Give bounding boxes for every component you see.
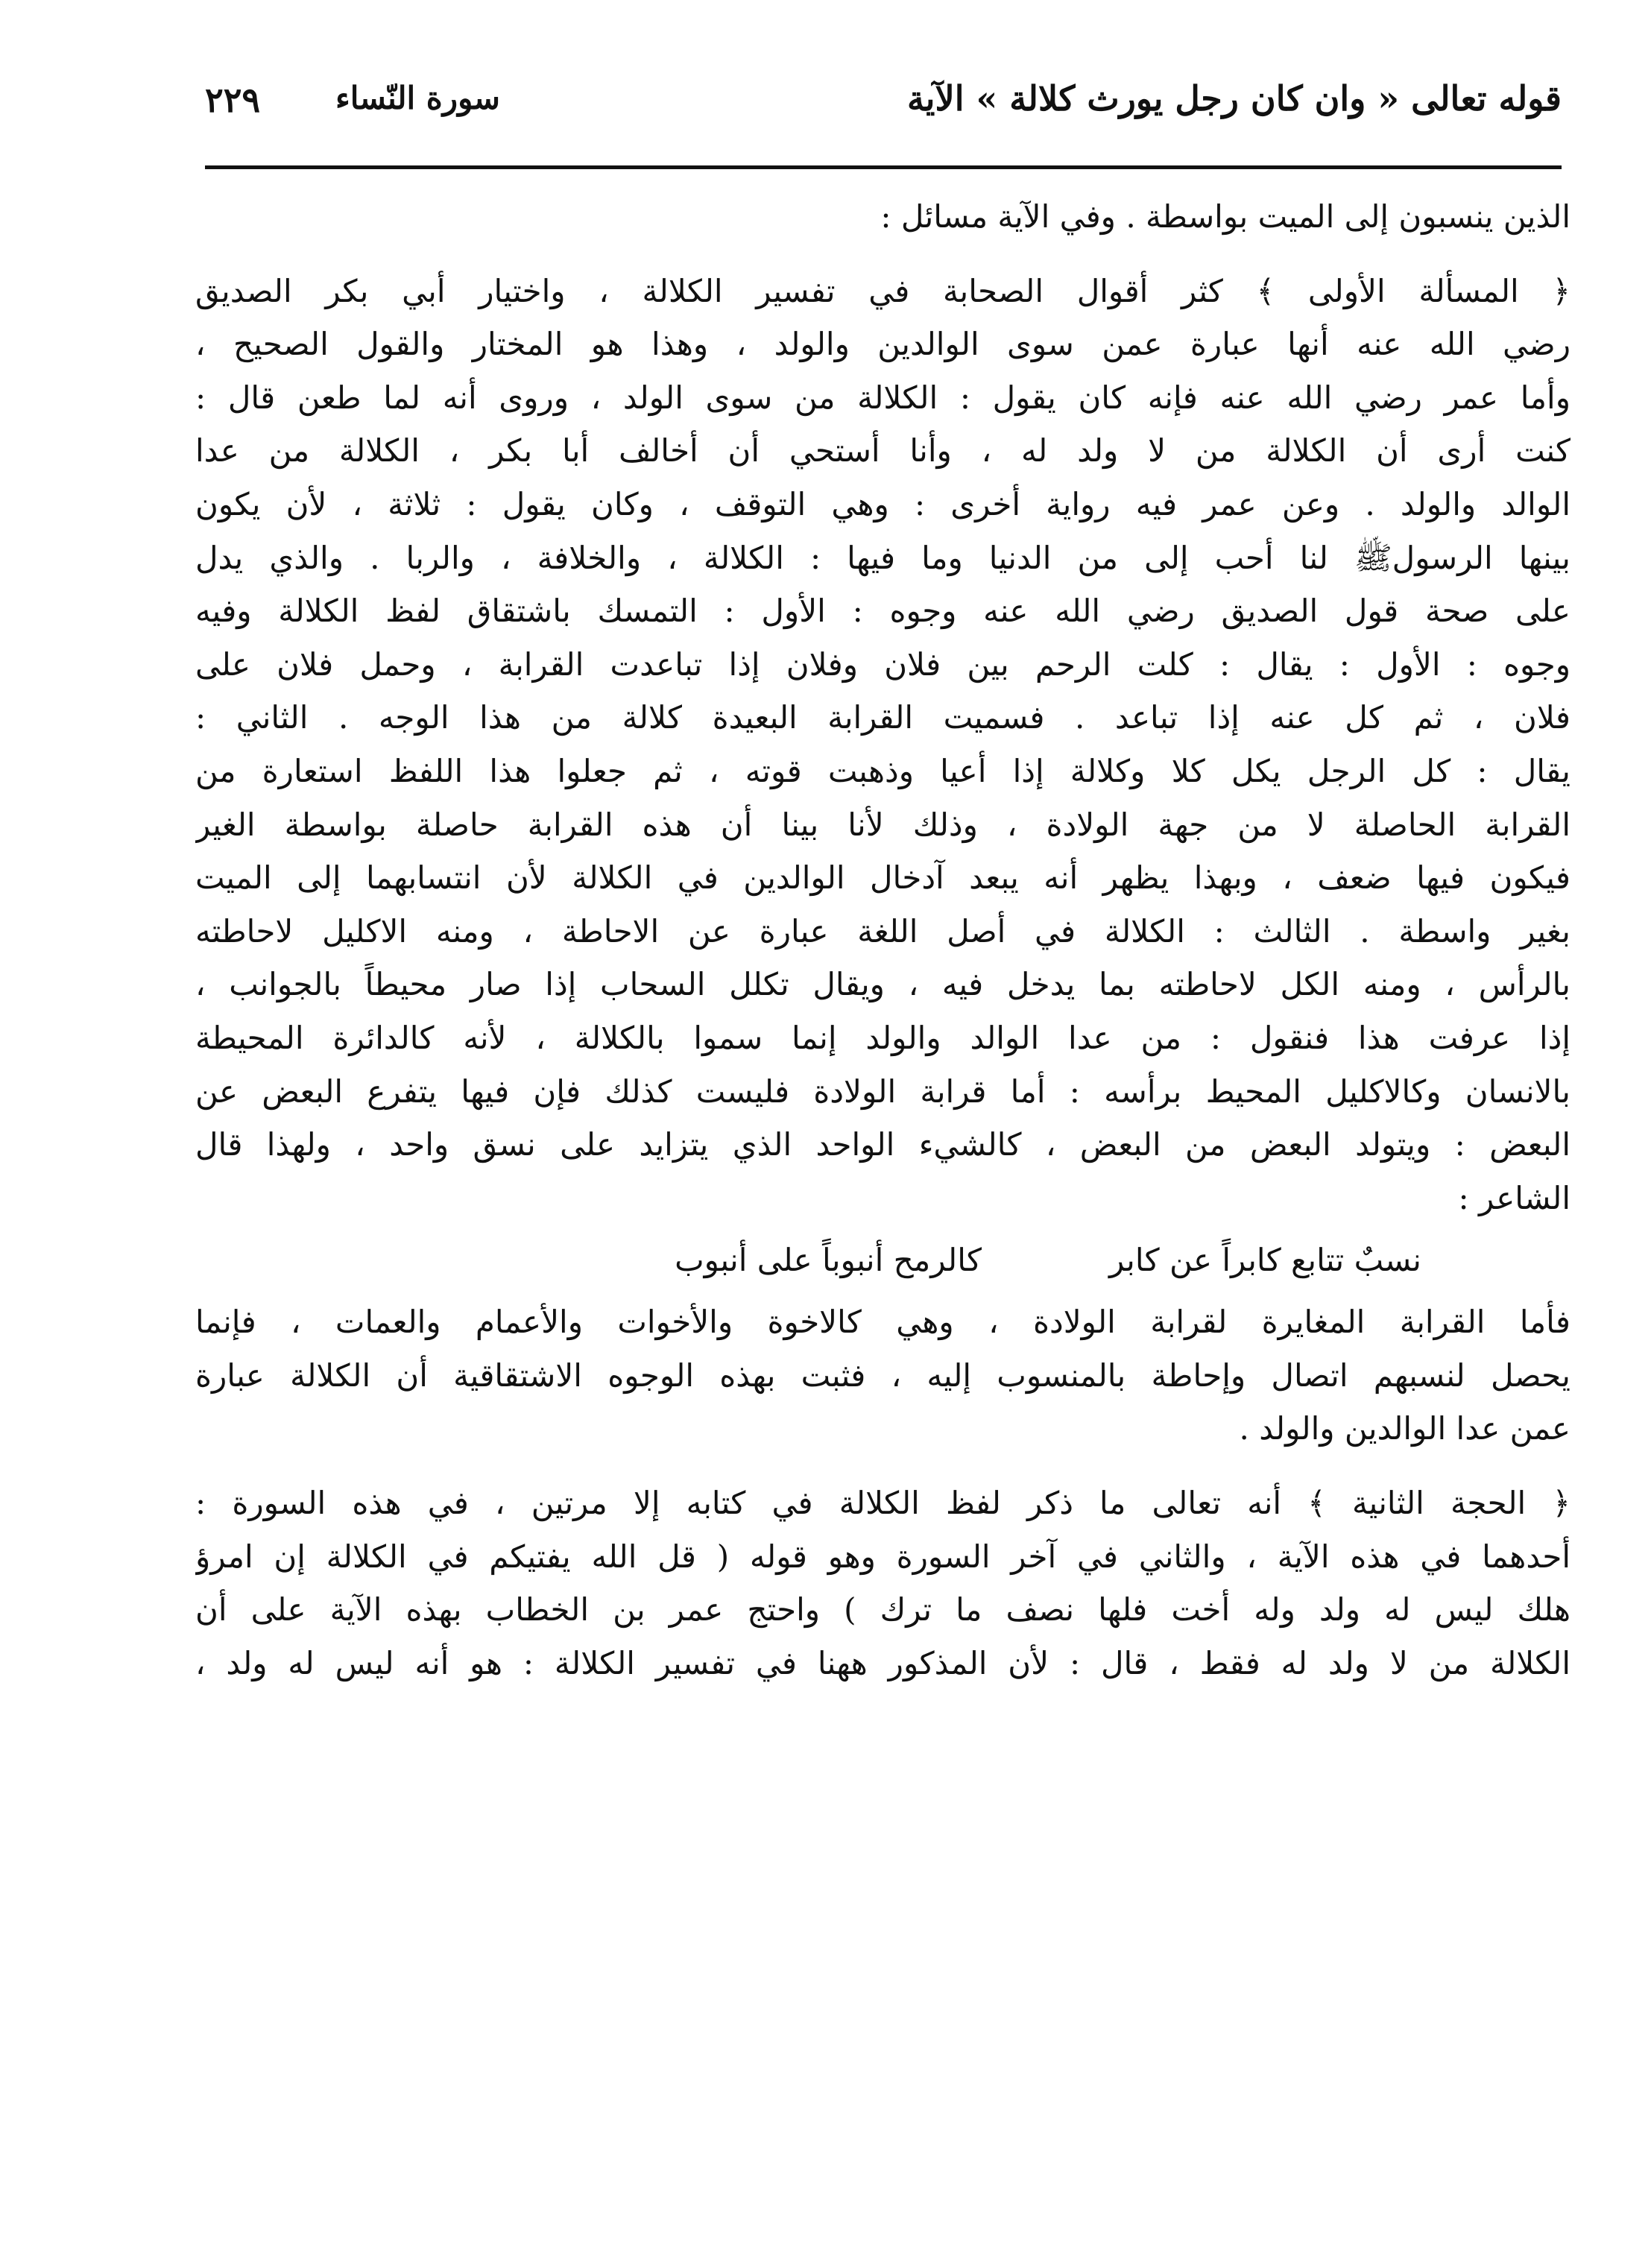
text-line: إذا عرفت هذا فنقول : من عدا الوالد والولد إنما سموا بالكلالة ، لأنه كالدائرة المحيطة	[195, 1019, 1570, 1056]
second-hemistich: كالرمح أنبوباً على أنبوب	[675, 1242, 982, 1279]
surah-name: سورة النّساء	[335, 80, 500, 116]
main-text	[195, 190, 1570, 1690]
text-line: عمن عدا الوالدين والولد .	[1239, 1410, 1570, 1447]
text-line: فلان ، ثم كل عنه إذا تباعد . فسميت القرابة البعيدة كلالة من هذا الوجه . الثاني :	[195, 699, 1570, 736]
text-line: ﴿ المسألة الأولى ﴾ كثر أقوال الصحابة في تفسير الكلالة ، واختيار أبي بكر الصديق	[195, 272, 1570, 309]
text-line: وأما عمر رضي الله عنه فإنه كان يقول : الكلالة من سوى الولد ، وروى أنه لما طعن قال :	[195, 379, 1570, 416]
paragraph-gap	[195, 1456, 1570, 1476]
text-line: بالرأس ، ومنه الكل لاحاطته بما يدخل فيه ، ويقال تكلل السحاب إذا صار محيطاً بالجوانب ،	[195, 966, 1570, 1003]
text-line: البعض : ويتولد البعض من البعض ، كالشيء الواحد الذي يتزايد على نسق واحد ، ولهذا قال	[195, 1126, 1570, 1163]
paragraph-gap	[195, 244, 1570, 265]
text-line: القرابة الحاصلة لا من جهة الولادة ، وذلك لأنا بينا أن هذه القرابة حاصلة بواسطة الغير	[195, 806, 1570, 843]
text-line: فأما القرابة المغايرة لقرابة الولادة ، وهي كالاخوة والأخوات والأعمام والعمات ، فإنما	[195, 1304, 1570, 1341]
text-line: يحصل لنسبهم اتصال وإحاطة بالمنسوب إليه ، فثبت بهذه الوجوه الاشتقاقية أن الكلالة عبارة	[195, 1356, 1570, 1394]
poetry-verse	[195, 1225, 1570, 1295]
text-line: بغير واسطة . الثالث : الكلالة في أصل اللغة عبارة عن الاحاطة ، ومنه الاكليل لاحاطته	[195, 912, 1570, 950]
text-line: بالانسان وكالاكليل المحيط برأسه : أما قرابة الولادة فليست كذلك فإن فيها يتفرع البعض عن	[195, 1073, 1570, 1110]
text-line: الوالد والولد . وعن عمر فيه رواية أخرى : وهي التوقف ، وكان يقول : ثلاثة ، لأن يكون	[195, 485, 1570, 522]
text-line: الشاعر :	[1458, 1179, 1570, 1216]
text-line: وجوه : الأول : يقال : كلت الرحم بين فلان وفلان إذا تباعدت القرابة ، وحمل فلان على	[195, 645, 1570, 683]
first-hemistich: نسبٌ تتابع كابراً عن كابر	[1108, 1242, 1421, 1279]
text-line: يقال : كل الرجل يكل كلا وكلالة إذا أعيا وذهبت قوته ، ثم جعلوا هذا اللفظ استعارة من	[195, 752, 1570, 789]
page-number: ٢٢٩	[205, 80, 261, 120]
text-line: كنت أرى أن الكلالة من لا ولد له ، وأنا أستحي أن أخالف أبا بكر ، الكلالة من عدا	[195, 432, 1570, 470]
page-header	[205, 71, 1562, 160]
text-line: الذين ينسبون إلى الميت بواسطة . وفي الآية مسائل :	[880, 198, 1570, 235]
text-line: فيكون فيها ضعف ، وبهذا يظهر أنه يبعد آدخال الوالدين في الكلالة لأن انتسابهما إلى الميت	[195, 859, 1570, 897]
text-line: رضي الله عنه أنها عبارة عمن سوى الوالدين والولد ، وهذا هو المختار والقول الصحيح ،	[195, 326, 1570, 363]
running-title: قوله تعالى « وان كان رجل يورث كلالة » الآية	[907, 78, 1562, 119]
text-line: على صحة قول الصديق رضي الله عنه وجوه : الأول : التمسك باشتقاق لفظ الكلالة وفيه	[195, 593, 1570, 630]
text-line: بينها الرسولﷺ لنا أحب إلى من الدنيا وما فيها : الكلالة ، والخلافة ، والربا . والذي يدل	[195, 539, 1570, 576]
text-line: الكلالة من لا ولد له فقط ، قال : لأن المذكور ههنا في تفسير الكلالة : هو أنه ليس له ولد ،	[195, 1644, 1570, 1681]
text-line: أحدهما في هذه الآية ، والثاني في آخر السورة وهو قوله ( قل الله يفتيكم في الكلالة إن امرؤ	[195, 1538, 1570, 1575]
header-rule	[205, 165, 1562, 169]
text-line: ﴿ الحجة الثانية ﴾ أنه تعالى ما ذكر لفظ الكلالة في كتابه إلا مرتين ، في هذه السورة :	[195, 1485, 1570, 1522]
text-line: هلك ليس له ولد وله أخت فلها نصف ما ترك ) واحتج عمر بن الخطاب بهذه الآية على أن	[195, 1591, 1570, 1629]
